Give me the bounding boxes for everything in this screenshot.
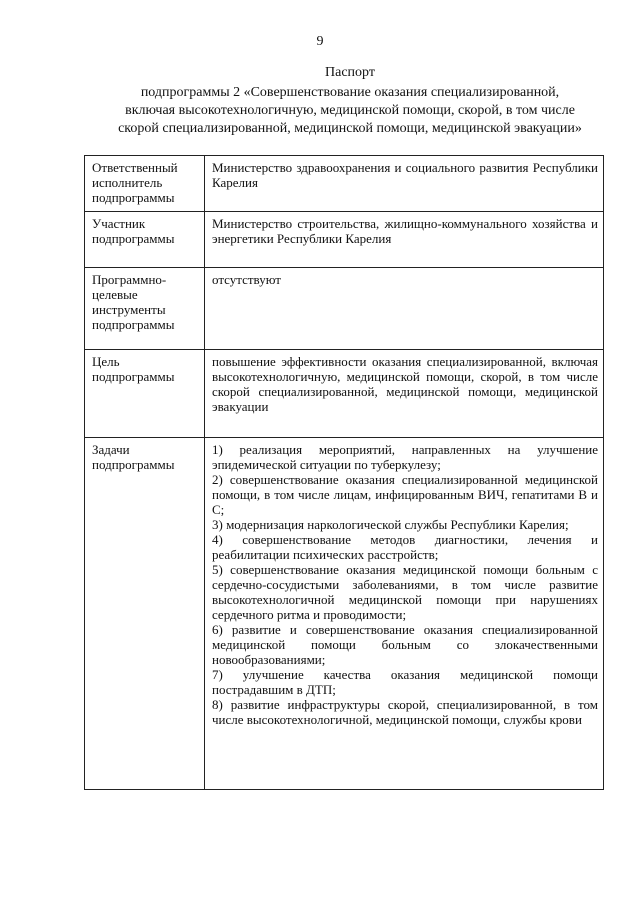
row-value: Министерство строительства, жилищно-коммунального хозяйства и энергетики Республики Карелия	[205, 212, 604, 268]
row-label: Программно-целевые инструменты подпрограммы	[85, 268, 205, 350]
subtitle-line: скорой специализированной, медицинской помощи, медицинской эвакуации»	[118, 121, 582, 136]
row-value: отсутствуют	[205, 268, 604, 350]
passport-table	[84, 155, 604, 790]
table-row	[85, 438, 604, 790]
row-label: Ответственный исполнитель подпрограммы	[85, 156, 205, 212]
task-item: 3) модернизация наркологической службы Республики Карелия;	[212, 517, 569, 532]
task-item: 4) совершенствование методов диагностики, лечения и реабилитации психических расстройств;	[212, 532, 598, 562]
table-row	[85, 212, 604, 268]
table-row	[85, 268, 604, 350]
row-label: Цель подпрограммы	[85, 350, 205, 438]
table-row	[85, 350, 604, 438]
row-value: повышение эффективности оказания специализированной, включая высокотехнологичную, медицинской помощи, скорой, в том числе скорой специализированной, медицинской помощи, медицинской эвакуации	[205, 350, 604, 438]
row-label: Задачи подпрограммы	[85, 438, 205, 790]
tasks-cell	[205, 438, 604, 790]
passport-title: Паспорт	[325, 65, 375, 80]
subtitle-line: включая высокотехнологичную, медицинской помощи, скорой, в том числе	[125, 103, 575, 118]
row-label: Участник подпрограммы	[85, 212, 205, 268]
page-number: 9	[316, 34, 324, 49]
task-item: 5) совершенствование оказания медицинской помощи больным с сердечно-сосудистыми заболеваниями, в том числе развитие высокотехнологичной медицинской помощи при нарушениях сердечного ритма и проводимости;	[212, 562, 598, 622]
task-item: 2) совершенствование оказания специализированной медицинской помощи, в том числе лицам, инфицированным ВИЧ, гепатитами В и С;	[212, 472, 598, 517]
task-item: 1) реализация мероприятий, направленных на улучшение эпидемической ситуации по туберкулезу;	[212, 442, 598, 472]
task-item: 6) развитие и совершенствование оказания специализированной медицинской помощи больным со злокачественными новообразованиями;	[212, 622, 598, 667]
subprogram-subtitle	[40, 84, 640, 138]
task-item: 7) улучшение качества оказания медицинской помощи пострадавшим в ДТП;	[212, 667, 598, 697]
table-row	[85, 156, 604, 212]
task-item: 8) развитие инфраструктуры скорой, специализированной, в том числе высокотехнологичной, медицинской помощи, службы крови	[212, 697, 598, 727]
subtitle-line: подпрограммы 2 «Совершенствование оказания специализированной,	[140, 85, 560, 100]
row-value: Министерство здравоохранения и социального развития Республики Карелия	[205, 156, 604, 212]
